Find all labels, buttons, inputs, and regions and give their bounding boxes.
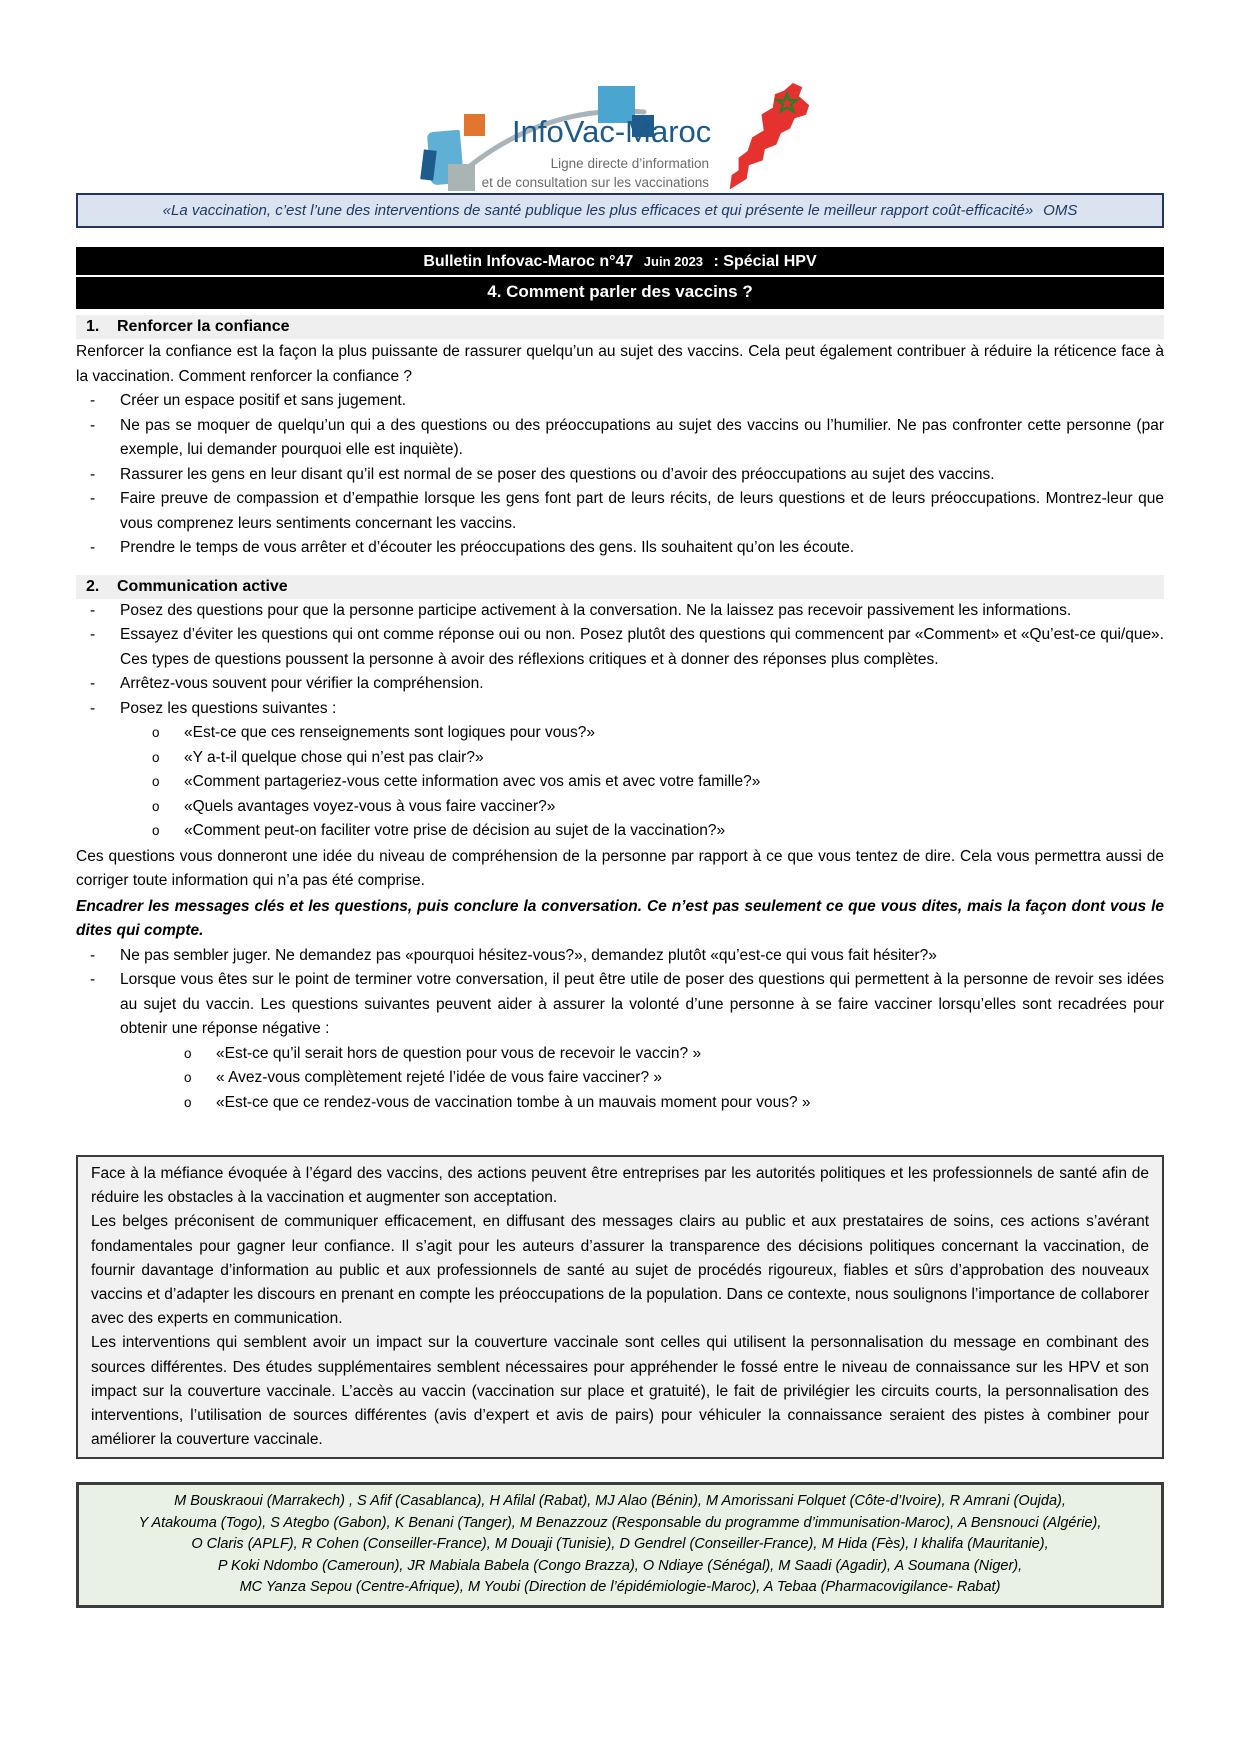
credits-box	[76, 1482, 1164, 1608]
logo-title: InfoVac-Maroc	[512, 114, 712, 149]
banner-subtitle: 4. Comment parler des vaccins ?	[487, 282, 753, 301]
question-text: «Est-ce qu’il serait hors de question pour vous de recevoir le vaccin? »	[216, 1044, 702, 1062]
list-item	[76, 944, 1164, 969]
list-item	[76, 697, 1164, 722]
list-item	[76, 672, 1164, 697]
dash-marker: -	[90, 465, 96, 483]
section1-heading	[76, 315, 1164, 339]
section1-number: 1.	[86, 318, 100, 335]
list-item	[76, 389, 1164, 414]
question-text: «Est-ce que ce rendez-vous de vaccination tombe à un mauvais moment pour vous? »	[216, 1093, 811, 1111]
dash-marker: -	[90, 392, 96, 409]
question-text: «Est-ce que ces renseignements sont logiques pour vous?»	[184, 724, 595, 741]
quote-text: «La vaccination, c’est l’une des interventions de santé publique les plus efficaces et qui présente le meilleur rapport coût-efficacité»	[162, 202, 1034, 219]
question-item	[76, 1042, 1164, 1067]
title-banner	[76, 247, 1164, 309]
info-box-paragraph: Les belges préconisent de communiquer efficacement, en diffusant des messages clairs au public et aux prestataires de soins, ces actions s’avérant fondamentales pour gagner leur confiance. Il s’agit pour les auteurs d’assurer la transparence des décisions politiques concernant la vaccination, de fournir davantage d’information au public et aux professionnels de santé au sujet de procédés rigoureux, fiables et sûrs d’approbation des nouveaux vaccins et d’adapter les discours en prenant en compte les préoccupations de la population. Dans ce contexte, nous soulignons l’importance de collaborer avec des experts en communication.	[91, 1213, 1149, 1328]
list-item	[76, 599, 1164, 624]
circle-marker: o	[184, 1070, 192, 1085]
question-item	[76, 770, 1164, 795]
banner-title-line	[76, 247, 1164, 275]
question-text: «Y a-t-il quelque chose qui n’est pas clair?»	[184, 748, 484, 766]
section2-emphasis: Encadrer les messages clés et les questions, puis conclure la conversation. Ce n’est pas seulement ce que vous dites, mais la façon dont vous le dites qui compte.	[76, 897, 1164, 939]
banner-date: Juin 2023	[643, 254, 704, 269]
credits-line: P Koki Ndombo (Cameroun), JR Mabiala Babela (Congo Brazza), O Ndiaye (Sénégal), M Saadi (Agadir), A Soumana (Niger),	[217, 1557, 1023, 1574]
credits-line: O Claris (APLF), R Cohen (Conseiller-France), M Douaji (Tunisie), D Gendrel (Conseiller-France), M Hida (Fès), I khalifa (Mauritanie),	[191, 1536, 1049, 1553]
list-item-text: Ne pas se moquer de quelqu’un qui a des questions ou des préoccupations au sujet des vaccins ou l’humilier. Ne pas confronter cette personne (par exemple, lui demander pourquoi elle est inquiète).	[120, 416, 1164, 458]
circle-marker: o	[152, 774, 160, 789]
circle-marker: o	[184, 1045, 192, 1061]
list-item-text: Faire preuve de compassion et d’empathie lorsque les gens font part de leurs récits, de leurs questions et de leurs préoccupations. Montrez-leur que vous comprenez leurs sentiments concernant les vaccins.	[120, 490, 1164, 532]
logo-tagline-2: et de consultation sur les vaccinations	[481, 175, 709, 190]
dash-marker: -	[90, 539, 96, 556]
list-item	[76, 623, 1164, 672]
quote-source: OMS	[1043, 202, 1078, 219]
question-text: «Comment peut-on faciliter votre prise de décision au sujet de la vaccination?»	[184, 822, 726, 839]
info-box	[76, 1155, 1164, 1459]
question-item	[76, 1066, 1164, 1091]
quote-banner	[76, 193, 1164, 228]
question-item	[76, 819, 1164, 844]
question-item	[76, 795, 1164, 820]
banner-special: : Spécial HPV	[713, 253, 817, 270]
list-item	[76, 463, 1164, 488]
circle-marker: o	[152, 798, 160, 814]
dash-marker: -	[90, 416, 96, 434]
list-item-text: Rassurer les gens en leur disant qu’il est normal de se poser des questions ou d’avoir des préoccupations au sujet des vaccins.	[120, 465, 995, 483]
banner-bulletin-number: Bulletin Infovac-Maroc n°47	[423, 253, 634, 270]
question-item	[76, 1091, 1164, 1116]
circle-marker: o	[152, 749, 160, 765]
section1-title: Renforcer la confiance	[117, 318, 290, 335]
question-text: «Comment partageriez-vous cette information avec vos amis et avec votre famille?»	[184, 773, 761, 790]
list-item	[76, 536, 1164, 561]
question-item	[76, 721, 1164, 746]
list-item-text: Prendre le temps de vous arrêter et d’écouter les préoccupations des gens. Ils souhaitent qu’on les écoute.	[120, 539, 855, 556]
dash-marker: -	[90, 490, 96, 507]
section2-paragraph: Ces questions vous donneront une idée du niveau de compréhension de la personne par rapport à ce que vous tentez de dire. Cela vous permettra aussi de corriger toute information qui n’a pas été comprise.	[76, 847, 1164, 889]
list-item	[76, 968, 1164, 1042]
dash-marker: -	[90, 626, 96, 643]
list-item	[76, 487, 1164, 536]
dash-marker: -	[90, 699, 96, 717]
circle-marker: o	[152, 823, 160, 838]
credits-line: MC Yanza Sepou (Centre-Afrique), M Youbi (Direction de l’épidémiologie-Maroc), A Tebaa (Pharmacovigilance- Rabat)	[239, 1579, 1001, 1596]
circle-marker: o	[184, 1094, 192, 1110]
section2-heading	[76, 575, 1164, 599]
list-item	[76, 414, 1164, 463]
document-body	[76, 0, 1164, 1608]
section1-intro: Renforcer la confiance est la façon la plus puissante de rassurer quelqu’un au sujet des vaccins. Cela peut également contribuer à réduire la réticence face à la vaccination. Comment renforcer la confiance ?	[76, 343, 1164, 385]
info-box-paragraph: Face à la méfiance évoquée à l’égard des vaccins, des actions peuvent être entreprises par les autorités politiques et les professionnels de santé afin de réduire les obstacles à la vaccination et augmenter son acceptation.	[91, 1165, 1149, 1207]
section2-title: Communication active	[117, 577, 288, 595]
question-text: «Quels avantages voyez-vous à vous faire vacciner?»	[184, 797, 556, 815]
list-item-text: Lorsque vous êtes sur le point de terminer votre conversation, il peut être utile de poser des questions qui permettent à la personne de revoir ses idées au sujet du vaccin. Les questions suivantes peuvent aider à assurer la volonté d’une personne à se faire vacciner lorsqu’elles sont recadrées pour obtenir une réponse négative :	[120, 971, 1164, 1037]
list-item-text: Créer un espace positif et sans jugement.	[120, 392, 407, 409]
credits-line: M Bouskraoui (Marrakech) , S Afif (Casablanca), H Afilal (Rabat), MJ Alao (Bénin), M Amorissani Folquet (Côte-d’Ivoire), R Amrani (Oujda),	[174, 1493, 1066, 1510]
circle-marker: o	[152, 725, 160, 740]
section2-number: 2.	[86, 577, 100, 595]
dash-marker: -	[90, 946, 96, 964]
list-item-text: Essayez d’éviter les questions qui ont comme réponse oui ou non. Posez plutôt des questions qui commencent par «Comment» et «Qu’est-ce qui/que». Ces types de questions poussent la personne à avoir des réflexions critiques et à donner des réponses plus complètes.	[120, 626, 1164, 668]
dash-marker: -	[90, 601, 96, 619]
logo-tagline-1: Ligne directe d’information	[550, 156, 709, 171]
list-item-text: Posez les questions suivantes :	[120, 699, 337, 717]
list-item-text: Arrêtez-vous souvent pour vérifier la compréhension.	[120, 675, 484, 692]
credits-line: Y Atakouma (Togo), S Ategbo (Gabon), K Benani (Tanger), M Benazzouz (Responsable du programme d’immunisation-Maroc), A Bensnouci (Algérie),	[138, 1514, 1102, 1531]
list-item-text: Ne pas sembler juger. Ne demandez pas «pourquoi hésitez-vous?», demandez plutôt «qu’est-ce qui vous fait hésiter?»	[120, 946, 937, 964]
dash-marker: -	[90, 675, 96, 692]
list-item-text: Posez des questions pour que la personne participe activement à la conversation. Ne la laissez pas recevoir passivement les informations.	[120, 601, 1072, 619]
info-box-paragraph: Les interventions qui semblent avoir un impact sur la couverture vaccinale sont celles qui utilisent la personnalisation du message en combinant des sources différentes. Des études supplémentaires semblent nécessaires pour appréhender le fossé entre le niveau de connaissance sur les HPV et son impact sur la couverture vaccinale. L’accès au vaccin (vaccination sur place et gratuité), le fait de privilégier les circuits courts, la personnalisation des interventions, l’utilisation de sources différentes (avis d’expert et avis de pairs) pour véhiculer la connaissance seraient des pistes à combiner pour améliorer la couverture vaccinale.	[91, 1334, 1149, 1449]
dash-marker: -	[90, 971, 96, 988]
question-item	[76, 746, 1164, 771]
question-text: « Avez-vous complètement rejeté l’idée de vous faire vacciner? »	[216, 1069, 663, 1086]
